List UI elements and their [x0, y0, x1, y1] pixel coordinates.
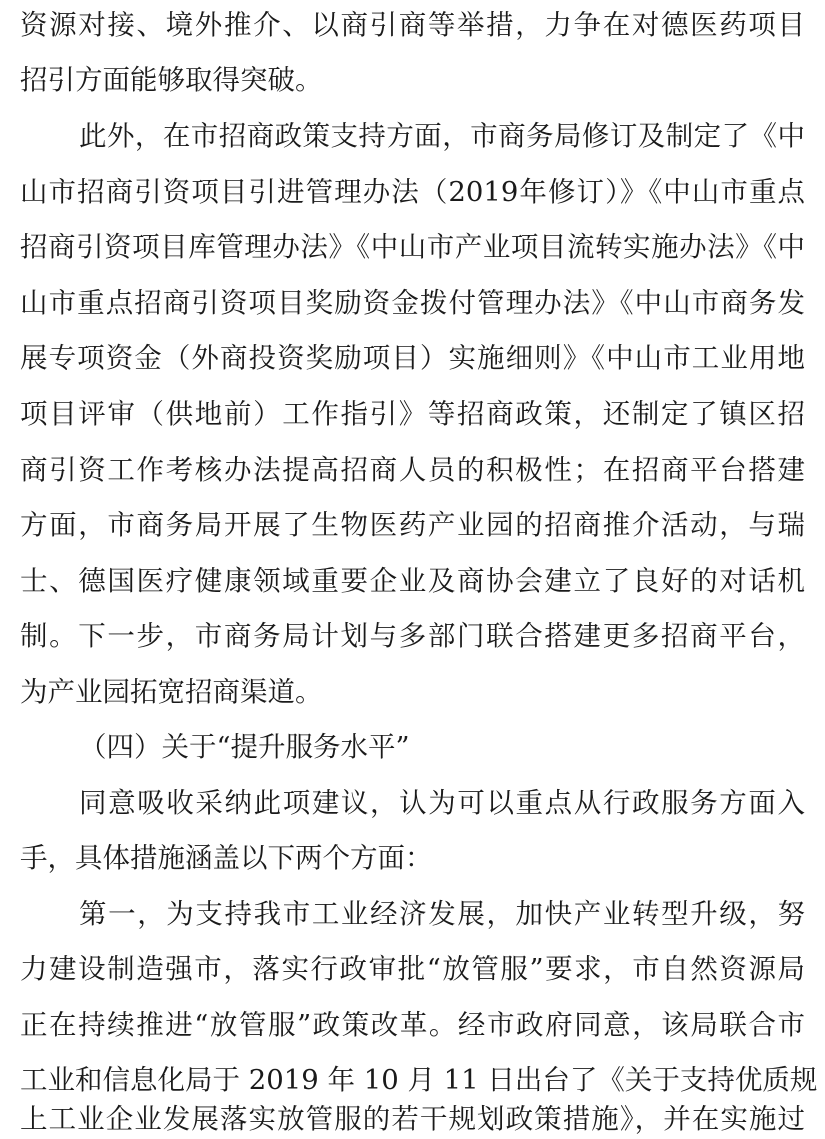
text-line: 正在持续推进“放管服”政策改革。经市政府同意，该局联合市: [20, 1009, 805, 1041]
text-line: 手，具体措施涵盖以下两个方面：: [20, 842, 433, 874]
text-line: 此外，在市招商政策支持方面，市商务局修订及制定了《中: [79, 120, 805, 152]
text-line: 制。下一步，市商务局计划与多部门联合搭建更多招商平台，: [20, 620, 805, 652]
text-line: 项目评审（供地前）工作指引》等招商政策，还制定了镇区招: [20, 398, 805, 430]
text-line: 山市重点招商引资项目奖励资金拨付管理办法》《中山市商务发: [20, 287, 805, 319]
text-line: 为产业园拓宽招商渠道。: [20, 676, 323, 708]
text-line: 山市招商引资项目引进管理办法（2019年修订）》《中山市重点: [20, 176, 805, 208]
text-line: 士、德国医疗健康领域重要企业及商协会建立了良好的对话机: [20, 565, 805, 597]
text-line: 资源对接、境外推介、以商引商等举措，力争在对德医药项目: [20, 9, 805, 41]
text-line: 方面，市商务局开展了生物医药产业园的招商推介活动，与瑞: [20, 509, 805, 541]
text-line: 招引方面能够取得突破。: [20, 64, 323, 96]
text-line: 力建设制造强市，落实行政审批“放管服”要求，市自然资源局: [20, 953, 805, 985]
text-line: 招商引资项目库管理办法》《中山市产业项目流转实施办法》《中: [20, 231, 805, 263]
text-line: 上工业企业发展落实放管服的若干规划政策措施》，并在实施过: [20, 1103, 805, 1135]
text-line: 工业和信息化局于 2019 年 10 月 11 日出台了《关于支持优质规: [20, 1064, 818, 1096]
text-line: 商引资工作考核办法提高招商人员的积极性；在招商平台搭建: [20, 454, 805, 486]
section-heading: （四）关于“提升服务水平”: [79, 731, 410, 763]
text-line: 展专项资金（外商投资奖励项目）实施细则》《中山市工业用地: [20, 342, 805, 374]
text-line: 同意吸收采纳此项建议，认为可以重点从行政服务方面入: [79, 787, 805, 819]
text-line: 第一，为支持我市工业经济发展，加快产业转型升级，努: [79, 898, 805, 930]
